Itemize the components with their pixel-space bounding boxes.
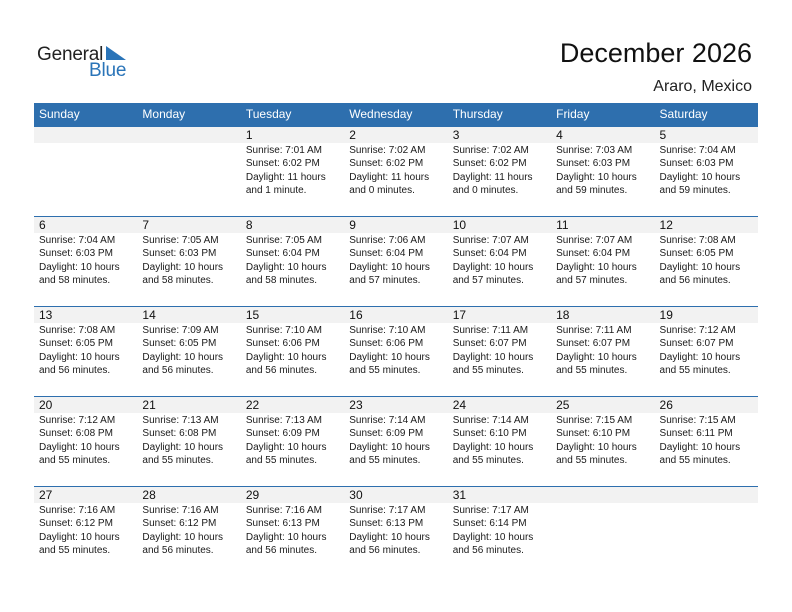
day-number: 1 xyxy=(241,127,344,143)
weekday-wednesday: Wednesday xyxy=(349,107,413,121)
daylight-minutes-text: and 58 minutes. xyxy=(39,275,111,287)
day-details xyxy=(344,324,447,378)
sunset-text: Sunset: 6:03 PM xyxy=(142,248,217,260)
day-details xyxy=(551,324,654,378)
empty-day-cell xyxy=(551,487,654,573)
daylight-text: Daylight: 10 hours xyxy=(349,531,430,543)
daylight-minutes-text: and 56 minutes. xyxy=(245,365,318,377)
sunset-text: Sunset: 6:05 PM xyxy=(142,338,217,350)
calendar-day-cell xyxy=(137,307,240,393)
sunrise-text: Sunrise: 7:02 AM xyxy=(452,145,529,156)
daylight-minutes-text: and 58 minutes. xyxy=(245,275,318,287)
day-number xyxy=(34,127,137,143)
daylight-minutes-text: and 55 minutes. xyxy=(349,365,421,377)
day-number: 18 xyxy=(551,307,654,323)
day-number: 24 xyxy=(448,397,551,413)
day-details xyxy=(448,324,551,378)
calendar-day-cell xyxy=(344,307,447,393)
daylight-text: Daylight: 10 hours xyxy=(245,351,327,363)
day-number: 21 xyxy=(137,397,240,413)
sunrise-text: Sunrise: 7:16 AM xyxy=(245,505,322,516)
daylight-text: Daylight: 10 hours xyxy=(349,261,430,273)
sunset-text: Sunset: 6:03 PM xyxy=(556,158,631,170)
calendar-day-cell xyxy=(241,487,344,573)
calendar-day-cell xyxy=(137,487,240,573)
calendar-day-cell xyxy=(655,307,758,393)
sunrise-text: Sunrise: 7:05 AM xyxy=(142,235,219,246)
daylight-minutes-text: and 55 minutes. xyxy=(39,545,111,557)
sunrise-text: Sunrise: 7:02 AM xyxy=(349,145,426,156)
sunset-text: Sunset: 6:09 PM xyxy=(245,428,320,440)
sunset-text: Sunset: 6:03 PM xyxy=(39,248,113,260)
day-number: 12 xyxy=(655,217,758,233)
day-number: 13 xyxy=(34,307,137,323)
calendar-day-cell xyxy=(34,307,137,393)
day-details xyxy=(34,234,137,288)
sunset-text: Sunset: 6:04 PM xyxy=(452,248,527,260)
day-number: 5 xyxy=(655,127,758,143)
calendar-week xyxy=(34,396,758,483)
day-number: 16 xyxy=(344,307,447,323)
day-details xyxy=(551,234,654,288)
day-details xyxy=(655,324,758,378)
day-details xyxy=(137,234,240,288)
sunset-text: Sunset: 6:04 PM xyxy=(556,248,631,260)
logo-general-text: General xyxy=(37,44,104,65)
sunrise-text: Sunrise: 7:05 AM xyxy=(245,235,322,246)
daylight-text: Daylight: 10 hours xyxy=(659,261,741,273)
daylight-text: Daylight: 10 hours xyxy=(452,351,534,363)
sunrise-text: Sunrise: 7:16 AM xyxy=(39,505,116,516)
sunrise-text: Sunrise: 7:17 AM xyxy=(452,505,529,516)
calendar-day-cell xyxy=(137,397,240,483)
daylight-text: Daylight: 10 hours xyxy=(659,441,741,453)
calendar-day-cell xyxy=(137,217,240,303)
calendar-day-cell xyxy=(34,397,137,483)
daylight-minutes-text: and 58 minutes. xyxy=(142,275,214,287)
daylight-minutes-text: and 56 minutes. xyxy=(659,275,731,287)
calendar-day-cell xyxy=(448,217,551,303)
calendar-day-cell xyxy=(241,127,344,213)
day-details xyxy=(137,414,240,468)
sunrise-text: Sunrise: 7:12 AM xyxy=(659,325,736,336)
daylight-minutes-text: and 55 minutes. xyxy=(659,455,731,467)
daylight-text: Daylight: 11 hours xyxy=(452,171,533,183)
calendar-week xyxy=(34,306,758,393)
sunrise-text: Sunrise: 7:16 AM xyxy=(142,505,219,516)
daylight-text: Daylight: 10 hours xyxy=(39,441,120,453)
weekday-header xyxy=(34,103,758,126)
daylight-text: Daylight: 10 hours xyxy=(245,441,327,453)
sunrise-text: Sunrise: 7:15 AM xyxy=(556,415,633,426)
daylight-minutes-text: and 56 minutes. xyxy=(452,545,524,557)
day-details xyxy=(137,504,240,558)
daylight-text: Daylight: 10 hours xyxy=(556,171,637,183)
day-details xyxy=(448,144,551,198)
daylight-text: Daylight: 10 hours xyxy=(452,441,534,453)
day-details xyxy=(344,144,447,198)
logo-blue-text: Blue xyxy=(89,60,127,81)
daylight-text: Daylight: 10 hours xyxy=(39,261,120,273)
day-details xyxy=(655,234,758,288)
calendar-week xyxy=(34,216,758,303)
sunset-text: Sunset: 6:11 PM xyxy=(659,428,733,440)
daylight-text: Daylight: 10 hours xyxy=(142,531,224,543)
sunrise-text: Sunrise: 7:03 AM xyxy=(556,145,633,156)
sunset-text: Sunset: 6:07 PM xyxy=(556,338,631,350)
daylight-text: Daylight: 10 hours xyxy=(556,441,637,453)
sunrise-text: Sunrise: 7:10 AM xyxy=(349,325,426,336)
sunrise-text: Sunrise: 7:12 AM xyxy=(39,415,116,426)
sunrise-text: Sunrise: 7:17 AM xyxy=(349,505,426,516)
day-number: 31 xyxy=(448,487,551,503)
day-number: 10 xyxy=(448,217,551,233)
calendar-day-cell xyxy=(344,397,447,483)
sunset-text: Sunset: 6:02 PM xyxy=(349,158,424,170)
sunrise-text: Sunrise: 7:11 AM xyxy=(556,325,632,336)
daylight-minutes-text: and 59 minutes. xyxy=(659,185,731,197)
calendar-day-cell xyxy=(241,307,344,393)
day-number: 3 xyxy=(448,127,551,143)
day-number: 17 xyxy=(448,307,551,323)
sunset-text: Sunset: 6:13 PM xyxy=(349,518,424,530)
day-number: 4 xyxy=(551,127,654,143)
daylight-minutes-text: and 57 minutes. xyxy=(452,275,524,287)
day-details xyxy=(344,504,447,558)
daylight-minutes-text: and 55 minutes. xyxy=(39,455,111,467)
calendar-day-cell xyxy=(344,487,447,573)
sunset-text: Sunset: 6:04 PM xyxy=(349,248,424,260)
sunset-text: Sunset: 6:05 PM xyxy=(39,338,113,350)
daylight-text: Daylight: 10 hours xyxy=(349,351,430,363)
weekday-saturday: Saturday xyxy=(659,107,708,121)
calendar-day-cell xyxy=(551,217,654,303)
day-number: 14 xyxy=(137,307,240,323)
sunrise-text: Sunrise: 7:01 AM xyxy=(245,145,322,156)
calendar-day-cell xyxy=(34,487,137,573)
calendar-day-cell xyxy=(241,217,344,303)
daylight-minutes-text: and 56 minutes. xyxy=(245,545,318,557)
sunset-text: Sunset: 6:02 PM xyxy=(245,158,320,170)
calendar-day-cell xyxy=(551,127,654,213)
daylight-minutes-text: and 1 minute. xyxy=(245,185,307,197)
daylight-minutes-text: and 55 minutes. xyxy=(452,455,524,467)
daylight-minutes-text: and 55 minutes. xyxy=(245,455,318,467)
sunrise-text: Sunrise: 7:13 AM xyxy=(142,415,219,426)
day-number: 22 xyxy=(241,397,344,413)
daylight-text: Daylight: 10 hours xyxy=(349,441,430,453)
daylight-minutes-text: and 55 minutes. xyxy=(142,455,214,467)
logo-triangle-icon xyxy=(106,46,126,62)
sunset-text: Sunset: 6:10 PM xyxy=(452,428,527,440)
calendar-day-cell xyxy=(344,217,447,303)
calendar-day-cell xyxy=(448,307,551,393)
sunset-text: Sunset: 6:07 PM xyxy=(452,338,527,350)
day-details xyxy=(344,234,447,288)
sunrise-text: Sunrise: 7:04 AM xyxy=(39,235,116,246)
sunset-text: Sunset: 6:02 PM xyxy=(452,158,527,170)
day-number: 8 xyxy=(241,217,344,233)
sunset-text: Sunset: 6:13 PM xyxy=(245,518,320,530)
sunrise-text: Sunrise: 7:15 AM xyxy=(659,415,736,426)
daylight-text: Daylight: 10 hours xyxy=(142,441,224,453)
day-number xyxy=(655,487,758,503)
day-number: 6 xyxy=(34,217,137,233)
daylight-text: Daylight: 11 hours xyxy=(245,171,326,183)
calendar-day-cell xyxy=(241,397,344,483)
sunrise-text: Sunrise: 7:07 AM xyxy=(452,235,529,246)
day-number: 9 xyxy=(344,217,447,233)
day-number: 30 xyxy=(344,487,447,503)
daylight-minutes-text: and 55 minutes. xyxy=(556,455,628,467)
daylight-text: Daylight: 10 hours xyxy=(39,531,120,543)
daylight-text: Daylight: 10 hours xyxy=(556,261,637,273)
day-number: 19 xyxy=(655,307,758,323)
sunset-text: Sunset: 6:09 PM xyxy=(349,428,424,440)
day-number: 2 xyxy=(344,127,447,143)
logo xyxy=(37,44,137,80)
sunset-text: Sunset: 6:04 PM xyxy=(245,248,320,260)
daylight-minutes-text: and 56 minutes. xyxy=(39,365,111,377)
day-details xyxy=(241,324,344,378)
sunset-text: Sunset: 6:12 PM xyxy=(142,518,217,530)
sunrise-text: Sunrise: 7:08 AM xyxy=(39,325,116,336)
daylight-minutes-text: and 57 minutes. xyxy=(556,275,628,287)
day-details xyxy=(448,234,551,288)
empty-day-cell xyxy=(655,487,758,573)
weekday-sunday: Sunday xyxy=(39,107,80,121)
sunrise-text: Sunrise: 7:10 AM xyxy=(245,325,322,336)
day-details xyxy=(34,324,137,378)
daylight-text: Daylight: 11 hours xyxy=(349,171,430,183)
day-details xyxy=(655,144,758,198)
weekday-friday: Friday xyxy=(556,107,590,121)
sunset-text: Sunset: 6:08 PM xyxy=(142,428,217,440)
day-details xyxy=(137,324,240,378)
day-number: 15 xyxy=(241,307,344,323)
day-details xyxy=(551,414,654,468)
sunset-text: Sunset: 6:14 PM xyxy=(452,518,527,530)
day-number: 23 xyxy=(344,397,447,413)
day-details xyxy=(34,504,137,558)
calendar-day-cell xyxy=(34,217,137,303)
calendar-week xyxy=(34,126,758,213)
daylight-minutes-text: and 56 minutes. xyxy=(349,545,421,557)
day-number xyxy=(137,127,240,143)
calendar-week xyxy=(34,486,758,573)
calendar-day-cell xyxy=(551,307,654,393)
sunset-text: Sunset: 6:06 PM xyxy=(349,338,424,350)
daylight-minutes-text: and 56 minutes. xyxy=(142,365,214,377)
day-number: 29 xyxy=(241,487,344,503)
day-number: 27 xyxy=(34,487,137,503)
daylight-text: Daylight: 10 hours xyxy=(142,261,224,273)
sunrise-text: Sunrise: 7:06 AM xyxy=(349,235,426,246)
sunset-text: Sunset: 6:06 PM xyxy=(245,338,320,350)
day-details xyxy=(241,234,344,288)
weekday-thursday: Thursday xyxy=(452,107,503,121)
sunset-text: Sunset: 6:07 PM xyxy=(659,338,734,350)
calendar-day-cell xyxy=(448,127,551,213)
calendar-day-cell xyxy=(655,397,758,483)
day-number xyxy=(551,487,654,503)
sunrise-text: Sunrise: 7:09 AM xyxy=(142,325,219,336)
day-details xyxy=(241,144,344,198)
sunrise-text: Sunrise: 7:14 AM xyxy=(349,415,426,426)
empty-day-cell xyxy=(137,127,240,213)
calendar-day-cell xyxy=(655,127,758,213)
calendar-day-cell xyxy=(551,397,654,483)
day-details xyxy=(241,504,344,558)
day-number: 7 xyxy=(137,217,240,233)
daylight-minutes-text: and 55 minutes. xyxy=(349,455,421,467)
daylight-text: Daylight: 10 hours xyxy=(556,351,637,363)
daylight-minutes-text: and 56 minutes. xyxy=(142,545,214,557)
day-number: 11 xyxy=(551,217,654,233)
day-number: 20 xyxy=(34,397,137,413)
sunrise-text: Sunrise: 7:13 AM xyxy=(245,415,322,426)
sunset-text: Sunset: 6:03 PM xyxy=(659,158,734,170)
calendar-day-cell xyxy=(448,397,551,483)
daylight-minutes-text: and 55 minutes. xyxy=(659,365,731,377)
day-number: 25 xyxy=(551,397,654,413)
daylight-minutes-text: and 0 minutes. xyxy=(349,185,415,197)
daylight-minutes-text: and 55 minutes. xyxy=(452,365,524,377)
sunrise-text: Sunrise: 7:07 AM xyxy=(556,235,633,246)
daylight-text: Daylight: 10 hours xyxy=(659,351,741,363)
page-title: December 2026 xyxy=(559,38,752,68)
daylight-text: Daylight: 10 hours xyxy=(659,171,741,183)
day-details xyxy=(344,414,447,468)
day-number: 26 xyxy=(655,397,758,413)
daylight-text: Daylight: 10 hours xyxy=(452,531,534,543)
calendar-day-cell xyxy=(655,217,758,303)
day-details xyxy=(655,414,758,468)
daylight-text: Daylight: 10 hours xyxy=(142,351,224,363)
sunset-text: Sunset: 6:12 PM xyxy=(39,518,113,530)
sunrise-text: Sunrise: 7:11 AM xyxy=(452,325,529,336)
daylight-minutes-text: and 59 minutes. xyxy=(556,185,628,197)
day-details xyxy=(34,414,137,468)
daylight-text: Daylight: 10 hours xyxy=(245,531,327,543)
sunset-text: Sunset: 6:05 PM xyxy=(659,248,734,260)
sunrise-text: Sunrise: 7:04 AM xyxy=(659,145,736,156)
day-details xyxy=(551,144,654,198)
weekday-monday: Monday xyxy=(142,107,186,121)
daylight-minutes-text: and 0 minutes. xyxy=(452,185,519,197)
day-details xyxy=(241,414,344,468)
daylight-text: Daylight: 10 hours xyxy=(452,261,534,273)
calendar-day-cell xyxy=(448,487,551,573)
daylight-text: Daylight: 10 hours xyxy=(245,261,327,273)
sunset-text: Sunset: 6:08 PM xyxy=(39,428,113,440)
sunrise-text: Sunrise: 7:14 AM xyxy=(452,415,529,426)
location-subtitle: Araro, Mexico xyxy=(653,78,752,95)
sunset-text: Sunset: 6:10 PM xyxy=(556,428,631,440)
day-details xyxy=(448,504,551,558)
day-number: 28 xyxy=(137,487,240,503)
daylight-minutes-text: and 55 minutes. xyxy=(556,365,628,377)
daylight-minutes-text: and 57 minutes. xyxy=(349,275,421,287)
calendar-day-cell xyxy=(344,127,447,213)
weekday-tuesday: Tuesday xyxy=(245,107,292,121)
day-details xyxy=(448,414,551,468)
empty-day-cell xyxy=(34,127,137,213)
daylight-text: Daylight: 10 hours xyxy=(39,351,120,363)
sunrise-text: Sunrise: 7:08 AM xyxy=(659,235,736,246)
